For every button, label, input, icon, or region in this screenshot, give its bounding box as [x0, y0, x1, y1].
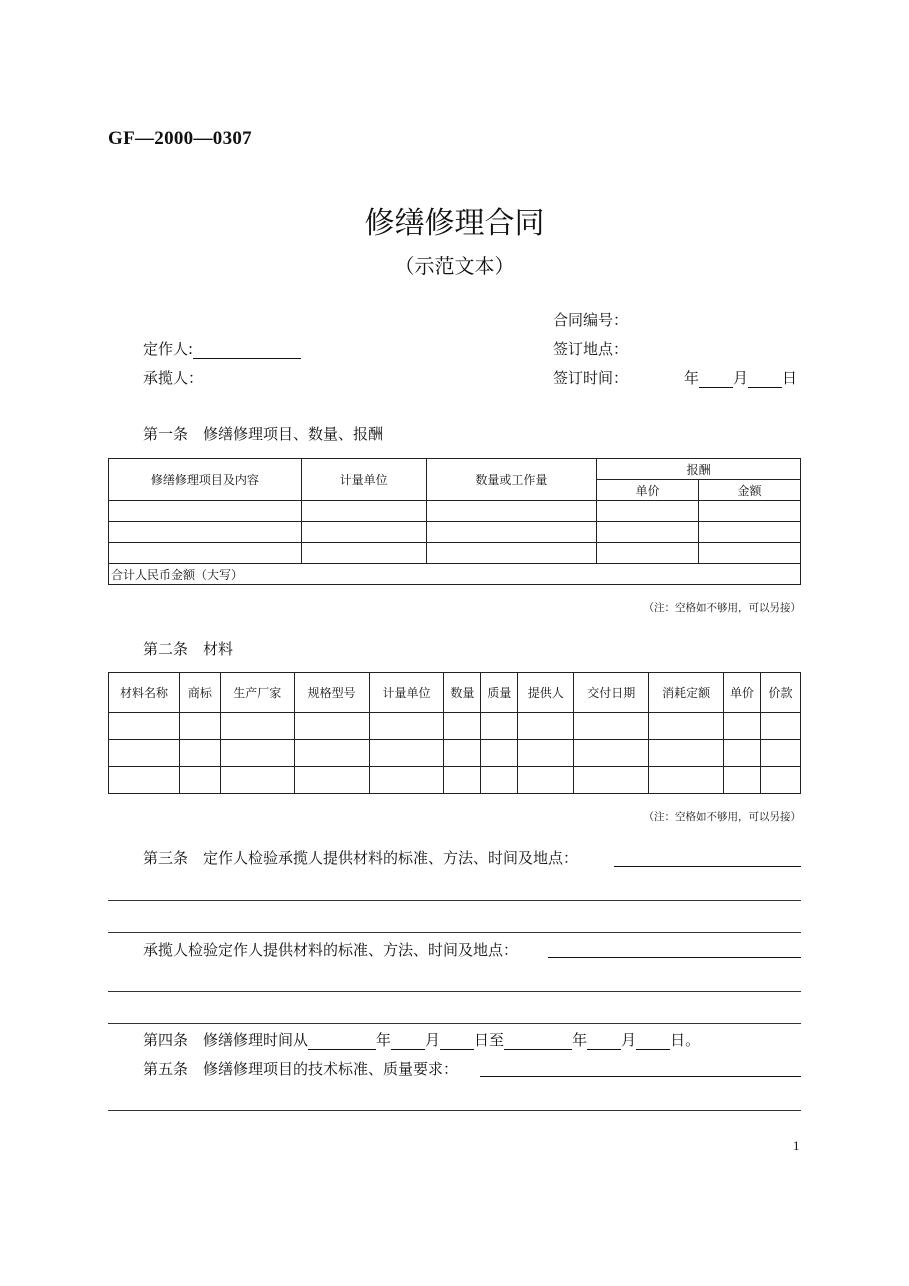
materials-header-cell: 质量	[481, 673, 518, 713]
header-amount: 金额	[699, 480, 801, 501]
table-cell[interactable]	[649, 713, 724, 740]
table-cell[interactable]	[574, 740, 649, 767]
article3-input-line1[interactable]	[614, 866, 801, 867]
article2-title: 第二条 材料	[143, 640, 234, 658]
end-day-input[interactable]	[636, 1033, 670, 1050]
materials-header-cell: 商标	[179, 673, 220, 713]
month-label: 月	[733, 369, 749, 387]
contract-number-label: 合同编号：	[553, 311, 629, 329]
materials-header-cell: 单价	[724, 673, 761, 713]
page-number: 1	[793, 1138, 800, 1153]
party-b-label: 承揽人：	[143, 369, 204, 387]
party-a-input-line[interactable]	[193, 342, 301, 359]
day-label: 日	[782, 369, 798, 387]
table-cell[interactable]	[518, 767, 574, 794]
materials-header-cell: 价款	[760, 673, 800, 713]
table-cell[interactable]	[369, 713, 444, 740]
table-cell[interactable]	[724, 740, 761, 767]
party-a-label: 定作人	[143, 340, 189, 358]
table-row	[109, 767, 801, 794]
end-month-input[interactable]	[587, 1033, 621, 1050]
document-code: GF—2000—0307	[108, 128, 252, 149]
table-cell[interactable]	[220, 713, 294, 740]
table-cell[interactable]	[444, 767, 481, 794]
table-cell[interactable]	[294, 740, 369, 767]
table-cell[interactable]	[574, 713, 649, 740]
table-cell[interactable]	[109, 713, 180, 740]
table-row	[109, 522, 801, 543]
blank-line[interactable]	[108, 1023, 801, 1024]
article5-input-line[interactable]	[480, 1076, 801, 1077]
table-cell[interactable]	[724, 713, 761, 740]
table-row	[109, 543, 801, 564]
table-cell[interactable]	[109, 740, 180, 767]
table-cell[interactable]	[444, 713, 481, 740]
table-cell[interactable]	[294, 713, 369, 740]
article3-line2: 承揽人检验定作人提供材料的标准、方法、时间及地点：	[143, 941, 519, 959]
contract-subtitle: （示范文本）	[394, 254, 515, 278]
header-payment: 报酬	[597, 459, 801, 480]
table-cell[interactable]	[760, 740, 800, 767]
blank-line[interactable]	[108, 900, 801, 901]
materials-header-cell: 提供人	[518, 673, 574, 713]
table-row	[109, 740, 801, 767]
party-a-field	[143, 339, 301, 359]
blank-line[interactable]	[108, 991, 801, 992]
materials-header-cell: 消耗定额	[649, 673, 724, 713]
header-unit-price: 单价	[597, 480, 699, 501]
start-day-input[interactable]	[440, 1033, 474, 1050]
table-cell[interactable]	[574, 767, 649, 794]
table-cell[interactable]	[649, 740, 724, 767]
table-cell[interactable]	[760, 713, 800, 740]
materials-header-cell: 规格型号	[294, 673, 369, 713]
article2-note: （注：空格如不够用，可以另接）	[643, 811, 801, 823]
table-cell[interactable]	[444, 740, 481, 767]
contract-title: 修缮修理合同	[364, 206, 545, 241]
table-cell[interactable]	[481, 767, 518, 794]
table-cell[interactable]	[649, 767, 724, 794]
table-cell[interactable]	[220, 740, 294, 767]
header-quantity: 数量或工作量	[426, 459, 597, 501]
materials-header-cell: 材料名称	[109, 673, 180, 713]
blank-line[interactable]	[108, 1110, 801, 1111]
article4-line: 第四条 修缮修理时间从 年 月 日至 年 月 日。	[143, 1031, 701, 1049]
table-cell[interactable]	[369, 740, 444, 767]
article3-line1: 第三条 定作人检验承揽人提供材料的标准、方法、时间及地点：	[143, 849, 579, 867]
article3-input-line2[interactable]	[548, 957, 801, 958]
table-cell[interactable]	[294, 767, 369, 794]
header-unit: 计量单位	[301, 459, 426, 501]
total-amount-cell[interactable]: 合计人民币金额（大写）	[109, 564, 801, 585]
party-a-colon: :	[188, 340, 194, 358]
materials-header-cell: 交付日期	[574, 673, 649, 713]
materials-header-cell: 数量	[444, 673, 481, 713]
repair-items-table	[108, 458, 801, 585]
article1-title: 第一条 修缮修理项目、数量、报酬	[143, 425, 384, 443]
table-cell[interactable]	[179, 740, 220, 767]
month-input-line[interactable]	[699, 371, 733, 388]
table-row	[109, 501, 801, 522]
table-cell[interactable]	[518, 740, 574, 767]
sign-place-label: 签订地点：	[553, 340, 629, 358]
table-cell[interactable]	[369, 767, 444, 794]
table-cell[interactable]	[724, 767, 761, 794]
start-month-input[interactable]	[391, 1033, 425, 1050]
sign-time-label: 签订时间：	[553, 369, 629, 387]
end-year-input[interactable]	[504, 1033, 572, 1050]
materials-table	[108, 672, 801, 794]
header-item: 修缮修理项目及内容	[109, 459, 302, 501]
table-cell[interactable]	[518, 713, 574, 740]
table-cell[interactable]	[220, 767, 294, 794]
materials-header-cell: 生产厂家	[220, 673, 294, 713]
year-label: 年	[684, 369, 700, 387]
day-input-line[interactable]	[748, 371, 782, 388]
article1-note: （注：空格如不够用，可以另接）	[643, 602, 801, 614]
table-cell[interactable]	[481, 740, 518, 767]
article5-line: 第五条 修缮修理项目的技术标准、质量要求：	[143, 1060, 459, 1078]
start-year-input[interactable]	[308, 1033, 376, 1050]
table-row	[109, 713, 801, 740]
sign-date-field	[684, 368, 797, 388]
table-cell[interactable]	[179, 767, 220, 794]
table-cell[interactable]	[760, 767, 800, 794]
materials-header-row	[109, 673, 801, 713]
table-cell[interactable]	[481, 713, 518, 740]
materials-header-cell: 计量单位	[369, 673, 444, 713]
blank-line[interactable]	[108, 932, 801, 933]
table-cell[interactable]	[179, 713, 220, 740]
table-cell[interactable]	[109, 767, 180, 794]
